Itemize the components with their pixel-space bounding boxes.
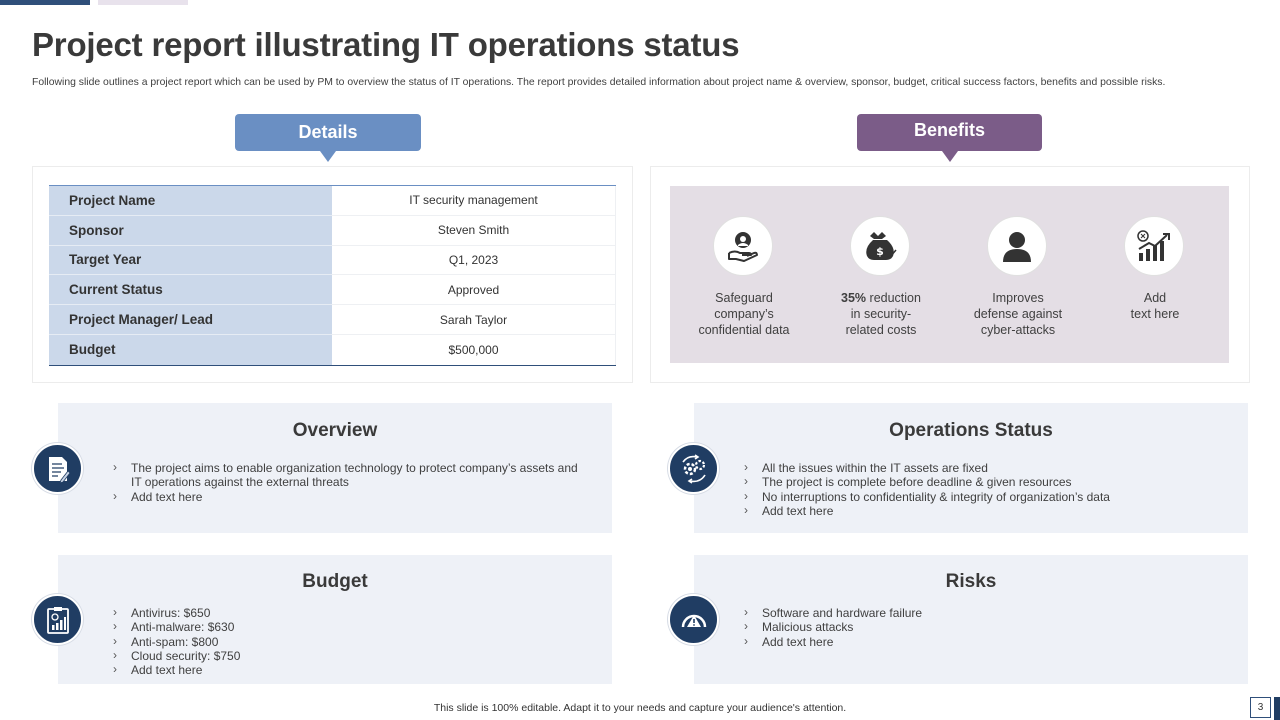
benefits-box (670, 186, 1229, 363)
person-icon (987, 216, 1047, 276)
list-item: › The project is complete before deadline & given resources (744, 475, 1224, 489)
money-bag-icon (850, 216, 910, 276)
operations-list (744, 461, 1224, 518)
list-item: › The project aims to enable organization technology to protect company’s assets and IT operations against the external threats (113, 461, 583, 490)
list-item: › Anti-spam: $800 (113, 635, 513, 649)
row-value: Sarah Taylor (332, 305, 616, 335)
benefit-text: Improves defense against cyber-attacks (973, 291, 1063, 337)
svg-text:$: $ (876, 245, 884, 258)
benefit-text: 35% reduction in security- related costs (841, 291, 921, 337)
table-row (49, 275, 616, 305)
row-value: Approved (332, 275, 616, 305)
list-item: › Add text here (113, 490, 583, 504)
list-item: › Add text here (744, 635, 1144, 649)
list-item: › Cloud security: $750 (113, 649, 513, 663)
row-label: Target Year (49, 246, 332, 276)
table-row (49, 246, 616, 276)
list-item: › Malicious attacks (744, 620, 1144, 634)
row-value: $500,000 (332, 335, 616, 365)
list-item: › Software and hardware failure (744, 606, 1144, 620)
row-label: Budget (49, 335, 332, 365)
risks-card (694, 555, 1248, 684)
details-table (49, 185, 616, 366)
risks-title: Risks (945, 571, 997, 592)
benefit-text: Safeguard company’s confidential data (698, 291, 790, 337)
list-item: › Add text here (744, 504, 1224, 518)
row-value: IT security management (332, 186, 616, 216)
warning-gauge-icon (668, 594, 719, 645)
table-row (49, 216, 616, 246)
gears-cycle-icon (668, 443, 719, 494)
top-accent-bar-light (98, 0, 188, 5)
growth-chart-icon (1124, 216, 1184, 276)
benefit-text: Add text here (1130, 291, 1180, 321)
table-row (49, 186, 616, 216)
list-item: › Anti-malware: $630 (113, 620, 513, 634)
operations-card (694, 403, 1248, 533)
table-row (49, 335, 616, 365)
row-value: Q1, 2023 (332, 246, 616, 276)
table-row (49, 305, 616, 335)
budget-title: Budget (302, 571, 368, 592)
list-item: › Add text here (113, 663, 513, 677)
document-icon (32, 443, 83, 494)
details-header: Details (235, 114, 421, 151)
budget-card (58, 555, 612, 684)
overview-list (113, 461, 583, 504)
row-label: Current Status (49, 275, 332, 305)
overview-card (58, 403, 612, 533)
page-number: 3 (1250, 697, 1271, 718)
top-accent-bar (0, 0, 90, 5)
row-label: Project Manager/ Lead (49, 305, 332, 335)
list-item: › Antivirus: $650 (113, 606, 513, 620)
page-accent-bar (1274, 697, 1280, 720)
page-title: Project report illustrating IT operations status (32, 26, 740, 63)
clipboard-chart-icon (32, 594, 83, 645)
list-item: › All the issues within the IT assets are fixed (744, 461, 1224, 475)
footer-note: This slide is 100% editable. Adapt it to your needs and capture your audience's attention. (433, 702, 847, 714)
risks-list (744, 606, 1144, 649)
budget-list (113, 606, 513, 677)
benefits-header: Benefits (857, 114, 1042, 151)
list-item: › No interruptions to confidentiality & integrity of organization’s data (744, 490, 1224, 504)
overview-title: Overview (292, 420, 378, 441)
safeguard-hand-icon (713, 216, 773, 276)
row-label: Project Name (49, 186, 332, 216)
row-value: Steven Smith (332, 216, 616, 246)
row-label: Sponsor (49, 216, 332, 246)
operations-title: Operations Status (889, 420, 1053, 441)
page-subtitle: Following slide outlines a project report which can be used by PM to overview the status of IT operations. The report provides detailed information about project name & overview, sponsor, budget, critical success factors, benefits and possible risks. (32, 77, 1166, 88)
